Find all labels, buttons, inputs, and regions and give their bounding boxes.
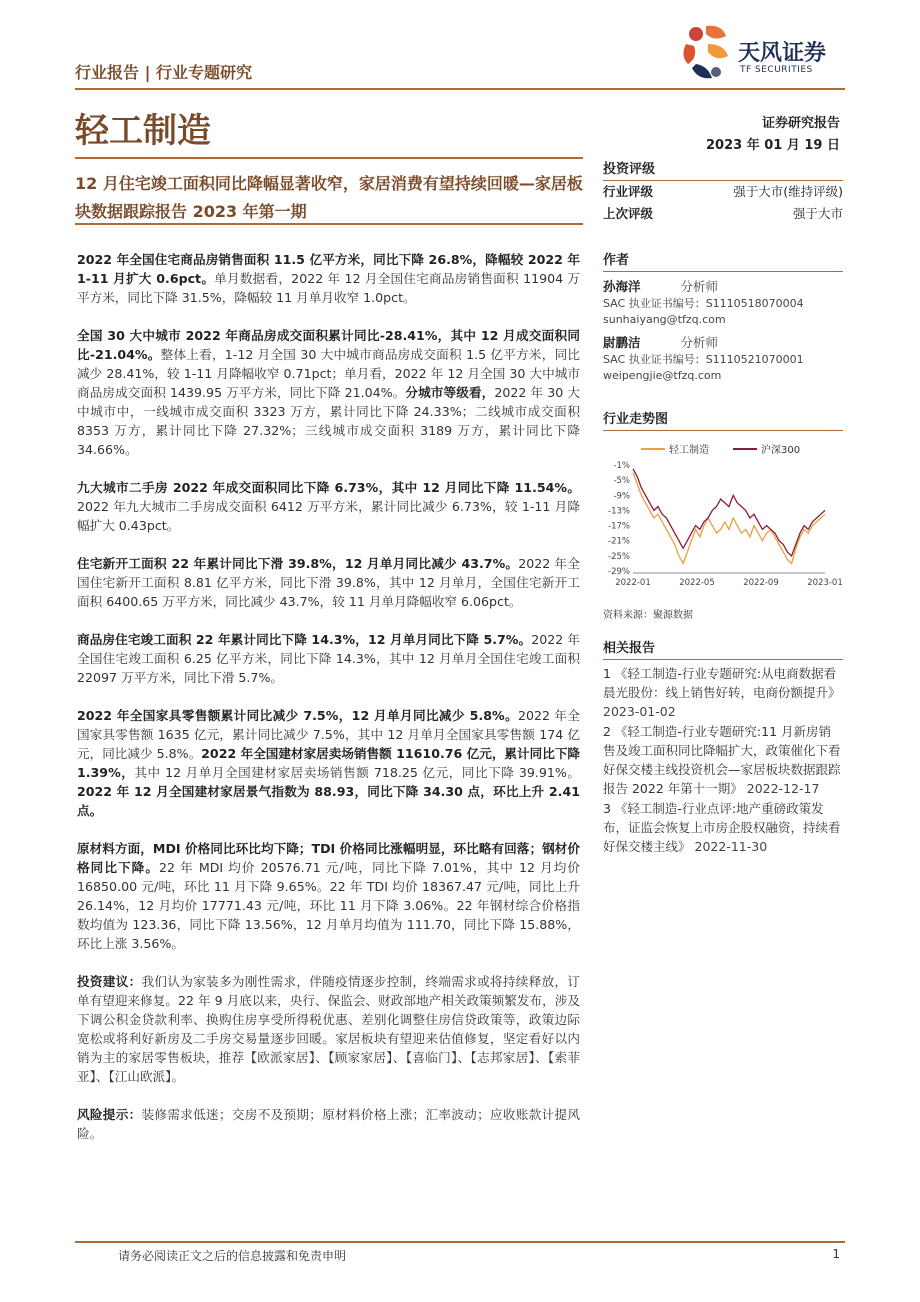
author-email[interactable]: weipengjie@tfzq.com bbox=[603, 369, 722, 382]
author-name: 孙海洋 bbox=[603, 279, 641, 294]
para-body: 2022 年全国住宅竣工面积 6.25 亿平方米，同比下降 14.3%，其中 12 月单月全国住宅竣工面积 22097 万平方米，同比下滑 5.7%。 bbox=[77, 632, 581, 685]
footer-disclaimer: 请务必阅读正文之后的信息披露和免责申明 bbox=[118, 1249, 347, 1263]
trend-chart bbox=[603, 431, 843, 599]
para-body: 我们认为家装多为刚性需求，伴随疫情逐步控制，终端需求或将持续释放，订单有望迎来修复。22 年 9 月底以来，央行、保监会、财政部地产相关政策频繁发布，涉及下调公积金贷款利率、换购住房享受所得税优惠、差别化调整住房信贷政策等，政策边际宽松或将利好新房及二手房交易量逐步回暖。家居板块有望迎来估值修复，坚定看好以内销为主的家居零售板块，推荐【欧派家居】、【顾家家居】、【喜临门】、【志邦家居】、【索菲亚】、【江山欧派】。 bbox=[77, 974, 581, 1084]
related-report-title[interactable]: 2 《轻工制造-行业专题研究:11 月新房销售及竣工面积同比降幅扩大，政策催化下看好保交楼主线投资机会—家居板块数据跟踪报告 2022 年第十一期》 bbox=[603, 724, 841, 796]
subtitle-rule bbox=[75, 223, 583, 225]
y-tick-label: -9% bbox=[613, 491, 630, 502]
y-tick-label: -21% bbox=[608, 536, 630, 547]
para-lead: 住宅新开工面积 22 年累计同比下滑 39.8%，12 月单月同比减少 43.7%。 bbox=[77, 556, 519, 571]
para-lead: 商品房住宅竣工面积 22 年累计同比下降 14.3%，12 月单月同比下降 5.7%。 bbox=[77, 632, 532, 647]
title-rule bbox=[75, 157, 583, 159]
paragraph-completion bbox=[77, 630, 580, 687]
series-line-沪深300 bbox=[633, 469, 825, 556]
author-sac: SAC 执业证书编号：S1110521070001 bbox=[603, 353, 804, 366]
para-body: 整体上看，1-12 月全国 30 大中城市商品房成交面积 1.5 亿平方米，同比减少 28.41%，较 1-11 月降幅收窄 0.71pct；单月看，2022 年 12 月全国 30 大中城市商品房成交面积 1439.95 万平方米，同比下降 21.04%。 bbox=[77, 347, 580, 400]
para-lead: 2022 年全国住宅商品房销售面积 11.5 亿平方米，同比下降 26.8%，降幅较 2022 年 1-11 月扩大 0.6pct。 bbox=[77, 252, 580, 286]
report-date: 2023 年 01 月 19 日 bbox=[706, 138, 840, 153]
para-lead: 2022 年全国家具零售额累计同比减少 7.5%，12 月单月同比减少 5.8%。 bbox=[77, 708, 518, 723]
para-body: 22 年 MDI 均价 20576.71 元/吨，同比下降 7.01%，其中 12 月均价 16850.00 元/吨，环比 11 月下降 9.65%。22 年 TDI 均价 18367.47 元/吨，同比上升 26.14%，12 月均价 17771.43 元/吨，环比 11 月下降 3.06%。22 年钢材综合价格指数均值为 123.36，同比下降 13.56%，12 月单月均值为 111.70，同比下降 15.88%，环比上涨 3.56%。 bbox=[77, 860, 580, 951]
company-logo bbox=[678, 22, 848, 84]
para-lead: 九大城市二手房 2022 年成交面积同比下降 6.73%，其中 12 月同比下降 11.54%。 bbox=[77, 480, 580, 495]
y-tick-label: -25% bbox=[608, 551, 630, 562]
paragraph-risk bbox=[77, 1105, 580, 1143]
related-report-date: 2022-12-17 bbox=[746, 781, 820, 796]
author-block bbox=[603, 334, 843, 384]
footer-rule bbox=[75, 1241, 845, 1243]
industry-rating-value: 强于大市(维持评级) bbox=[733, 184, 843, 199]
para-body: 装修需求低迷；交房不及预期；原材料价格上涨；汇率波动；应收账款计提风险。 bbox=[77, 1107, 581, 1141]
authors-header: 作者 bbox=[603, 247, 843, 272]
x-tick-label: 2022-01 bbox=[615, 578, 651, 588]
legend-label: 沪深300 bbox=[761, 445, 801, 456]
report-category: 行业报告 | 行业专题研究 bbox=[75, 63, 252, 82]
related-report-item[interactable] bbox=[603, 799, 843, 856]
x-tick-label: 2023-01 bbox=[807, 578, 843, 588]
rating-header: 投资评级 bbox=[603, 156, 843, 181]
prev-rating-label: 上次评级 bbox=[603, 206, 654, 221]
industry-rating-label: 行业评级 bbox=[603, 184, 654, 199]
related-report-item[interactable] bbox=[603, 664, 843, 721]
author-sac: SAC 执业证书编号：S1110518070004 bbox=[603, 297, 804, 310]
para-lead: 原材料方面，MDI 价格同比环比均下降；TDI 价格同比涨幅明显，环比略有回落；钢材价格同比下降。 bbox=[77, 841, 580, 875]
main-content bbox=[77, 250, 580, 1162]
x-tick-label: 2022-09 bbox=[743, 578, 779, 588]
header-rule bbox=[75, 88, 845, 90]
page-number: 1 bbox=[832, 1247, 840, 1261]
author-role: 分析师 bbox=[680, 335, 719, 350]
author-block bbox=[603, 278, 843, 328]
report-type: 证券研究报告 bbox=[761, 116, 840, 131]
para-lead: 分城市等级看， bbox=[405, 385, 495, 400]
para-body: 单月数据看，2022 年 12 月全国住宅商品房销售面积 11904 万平方米，同比下降 31.5%，降幅较 11 月单月收窄 1.0pct。 bbox=[77, 271, 580, 305]
para-lead: 2022 年全国建材家居卖场销售额 11610.76 亿元，累计同比下降 1.39%， bbox=[77, 746, 581, 780]
logo-cn-text: 天风证券 bbox=[738, 41, 827, 66]
logo-mark-icon bbox=[678, 22, 734, 84]
sidebar bbox=[603, 156, 843, 857]
related-report-date: 2022-11-30 bbox=[694, 839, 768, 854]
series-line-轻工制造 bbox=[633, 473, 825, 564]
trend-header: 行业走势图 bbox=[603, 406, 843, 431]
y-tick-label: -13% bbox=[608, 506, 630, 517]
paragraph-sales bbox=[77, 250, 580, 307]
y-tick-label: -1% bbox=[613, 461, 630, 471]
paragraph-second-hand bbox=[77, 478, 580, 535]
related-report-title[interactable]: 3 《轻工制造-行业点评:地产重磅政策发布，证监会恢复上市房企股权融资，持续看好保交楼主线》 bbox=[603, 801, 841, 854]
author-role: 分析师 bbox=[680, 279, 719, 294]
legend-label: 轻工制造 bbox=[669, 445, 709, 456]
paragraph-furniture-retail bbox=[77, 706, 580, 820]
logo-en-text: TF SECURITIES bbox=[740, 65, 813, 75]
prev-rating-value: 强于大市 bbox=[792, 206, 843, 221]
related-report-item[interactable] bbox=[603, 722, 843, 798]
related-reports bbox=[603, 664, 843, 856]
author-email[interactable]: sunhaiyang@tfzq.com bbox=[603, 313, 726, 326]
para-lead: 投资建议： bbox=[77, 974, 142, 989]
paragraph-investment-advice bbox=[77, 972, 580, 1086]
para-lead: 2022 年 12 月全国建材家居景气指数为 88.93，同比下降 34.30 点，环比上升 2.41 点。 bbox=[77, 784, 580, 818]
paragraph-30-cities bbox=[77, 326, 580, 459]
para-body: 其中 12 月单月全国建材家居卖场销售额 718.25 亿元，同比下降 39.91%。 bbox=[134, 765, 580, 780]
related-header: 相关报告 bbox=[603, 635, 843, 660]
report-subtitle: 12 月住宅竣工面积同比降幅显著收窄，家居消费有望持续回暖—家居板块数据跟踪报告 2023 年第一期 bbox=[75, 174, 583, 221]
y-tick-label: -17% bbox=[608, 521, 630, 532]
author-name: 尉鹏洁 bbox=[603, 335, 641, 350]
related-report-date: 2023-01-02 bbox=[603, 704, 676, 719]
related-report-title[interactable]: 1 《轻工制造-行业专题研究:从电商数据看晨光股份：线上销售好转，电商份额提升》 bbox=[603, 666, 841, 700]
chart-source: 资料来源：聚源数据 bbox=[603, 610, 693, 621]
para-body: 2022 年九大城市二手房成交面积 6412 万平方米，累计同比减少 6.73%，较 1-11 月降幅扩大 0.43pct。 bbox=[77, 499, 580, 533]
paragraph-new-construction bbox=[77, 554, 580, 611]
prev-rating-row bbox=[603, 203, 843, 225]
para-lead: 全国 30 大中城市 2022 年商品房成交面积累计同比-28.41%，其中 12 月成交面积同比-21.04%。 bbox=[77, 328, 580, 362]
y-tick-label: -29% bbox=[608, 567, 630, 577]
para-lead: 风险提示： bbox=[77, 1107, 142, 1122]
paragraph-raw-materials bbox=[77, 839, 580, 953]
y-tick-label: -5% bbox=[613, 476, 630, 487]
industry-rating-row bbox=[603, 181, 843, 203]
para-body: 2022 年 30 大中城市中，一线城市成交面积 3323 万方，累计同比下降 24.33%；二线城市成交面积 8353 万方，累计同比下降 27.32%；三线城市成交面积 3189 万方，累计同比下降 34.66%。 bbox=[77, 385, 581, 457]
para-body: 2022 年全国家具零售额 1635 亿元，累计同比减少 7.5%，其中 12 月单月全国家具零售额 174 亿元，同比减少 5.8%。 bbox=[77, 708, 580, 761]
para-body: 2022 年全国住宅新开工面积 8.81 亿平方米，同比下滑 39.8%，其中 12 月单月，全国住宅新开工面积 6400.65 万平方米，同比减少 43.7%，较 11 月单月降幅收窄 6.06pct。 bbox=[77, 556, 580, 609]
x-tick-label: 2022-05 bbox=[679, 578, 715, 588]
page-title: 轻工制造 bbox=[75, 111, 211, 151]
